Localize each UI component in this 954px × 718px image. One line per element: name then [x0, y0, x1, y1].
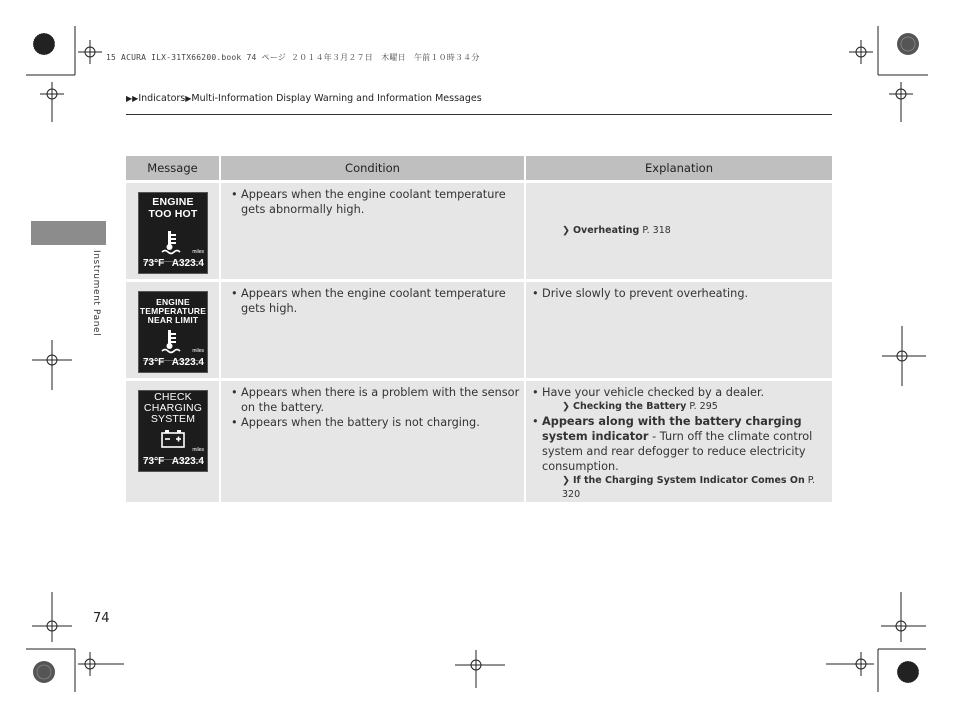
- condition-item: • Appears when the battery is not charging.: [231, 415, 520, 430]
- display-temperature: 73°F: [143, 357, 165, 368]
- explanation-item: • Have your vehicle checked by a dealer. ❯ Checking the Battery P. 295: [532, 385, 828, 414]
- column-header-message: Message: [126, 156, 221, 180]
- display-odometer: A323.4: [171, 456, 204, 467]
- display-text-line: TEMPERATURE: [139, 306, 207, 316]
- display-odometer: A323.4: [171, 357, 204, 368]
- display-text-line: SYSTEM: [150, 413, 196, 425]
- display-text-line: TOO HOT: [148, 208, 198, 220]
- explanation-item: • Drive slowly to prevent overheating.: [532, 286, 828, 301]
- reference-arrow-icon: ❯: [562, 475, 570, 486]
- display-text-line: ENGINE: [152, 196, 194, 208]
- reference-arrow-icon: ❯: [562, 225, 570, 236]
- registration-mark-bottom-left: [26, 592, 126, 712]
- explanation-item: • Appears along with the battery charging system indicator - Turn off the climate control system and rear defogger to reduce electricity consumption. ❯ If the Charging System Indicator Comes On P. 320: [532, 414, 828, 502]
- display-check-charging-system: [138, 390, 208, 472]
- cross-reference-overheating[interactable]: ❯ Overheating P. 318: [562, 225, 671, 236]
- condition-cell: [221, 279, 526, 378]
- display-text-line: NEAR LIMIT: [147, 315, 199, 325]
- section-tab: [31, 221, 106, 245]
- breadcrumb-separator: ▶: [185, 94, 192, 103]
- column-header-explanation: Explanation: [526, 156, 832, 180]
- condition-item: • Appears when there is a problem with the sensor on the battery.: [231, 385, 520, 415]
- display-temperature: 73°F: [143, 456, 165, 467]
- display-text-line: ENGINE: [156, 297, 190, 307]
- display-engine-too-hot: [138, 192, 208, 274]
- display-unit: miles: [192, 348, 204, 354]
- header-rule: [126, 114, 832, 115]
- condition-cell: [221, 180, 526, 279]
- registration-mark-mid-right: [882, 336, 926, 396]
- messages-table: [126, 156, 832, 502]
- display-odometer: A323.4: [171, 258, 204, 269]
- display-engine-temperature-near-limit: [138, 291, 208, 373]
- condition-item: • Appears when the engine coolant temperature gets abnormally high.: [231, 187, 520, 217]
- condition-cell: [221, 378, 526, 502]
- column-header-condition: Condition: [221, 156, 526, 180]
- reference-arrow-icon: ❯: [562, 401, 570, 412]
- table-row: [126, 180, 832, 279]
- message-cell: [126, 180, 221, 279]
- explanation-cell: [526, 180, 832, 279]
- display-text-line: CHECK: [154, 391, 192, 403]
- message-cell: [126, 378, 221, 502]
- cross-reference-checking-battery[interactable]: ❯ Checking the Battery P. 295: [562, 401, 718, 412]
- registration-mark-bottom-center: [455, 650, 505, 690]
- registration-mark-bottom-right: [826, 592, 930, 712]
- table-row: [126, 279, 832, 378]
- display-unit: miles: [192, 447, 204, 453]
- explanation-cell: [526, 378, 832, 502]
- cross-reference-charging-system-indicator[interactable]: ❯ If the Charging System Indicator Comes On P. 320: [562, 475, 816, 500]
- registration-mark-top-left: [26, 26, 106, 126]
- breadcrumb-item-indicators[interactable]: Indicators: [138, 93, 186, 104]
- registration-mark-top-right: [848, 26, 928, 126]
- breadcrumb-item-current: Multi-Information Display Warning and Information Messages: [191, 93, 482, 104]
- table-row: [126, 378, 832, 502]
- display-unit: miles: [192, 249, 204, 255]
- explanation-cell: [526, 279, 832, 378]
- page-number: 74: [93, 611, 110, 626]
- table-header-row: [126, 156, 832, 180]
- print-info-line: 15 ACURA ILX-31TX66200.book 74 ページ ２０１４年３月２７日 木曜日 午前１０時３４分: [106, 53, 480, 62]
- breadcrumb-arrows: ▶▶: [126, 94, 139, 103]
- display-temperature: 73°F: [143, 258, 165, 269]
- section-tab-label: Instrument Panel: [91, 250, 101, 337]
- registration-mark-mid-left: [32, 340, 72, 400]
- message-cell: [126, 279, 221, 378]
- display-text-line: CHARGING: [143, 402, 203, 414]
- condition-item: • Appears when the engine coolant temperature gets high.: [231, 286, 520, 316]
- breadcrumb: [126, 93, 482, 104]
